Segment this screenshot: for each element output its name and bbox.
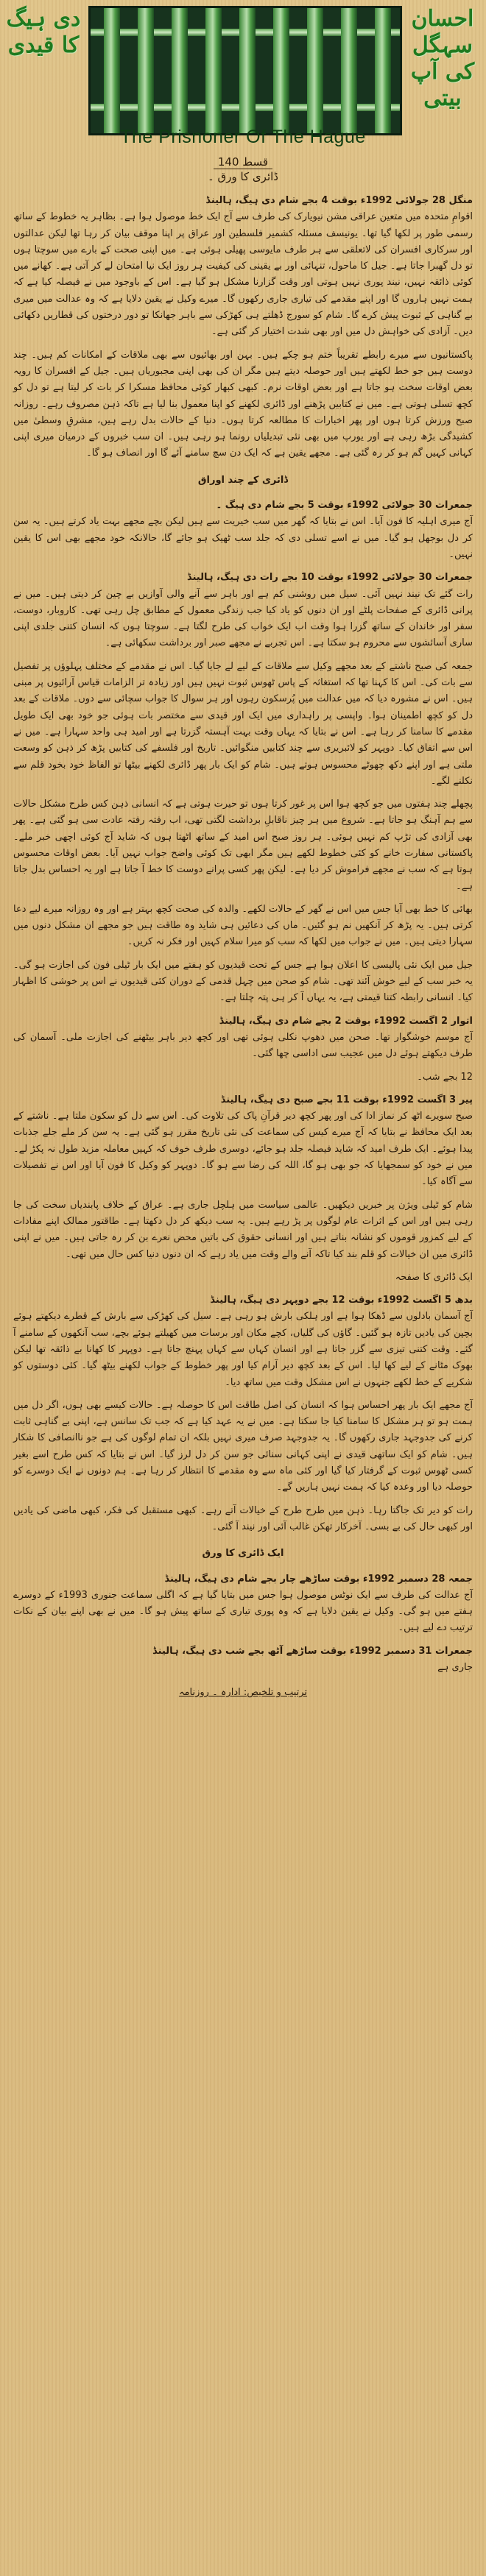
prison-bar: [138, 8, 154, 133]
diary-paragraph: [13, 1398, 473, 1496]
prison-bar: [172, 8, 188, 133]
diary-paragraph: [13, 1270, 473, 1286]
prison-bar: [375, 8, 391, 133]
prison-bar: [104, 8, 120, 133]
diary-text: آج مجھے ایک بار پھر احساس ہوا کہ انسان کی اصل طاقت اس کا حوصلہ ہے۔ حالات کیسے بھی ہوں، اگر دل میں ہمت ہو تو ہر مشکل کا سامنا کیا جا سکتا ہے۔ میں نے یہ عہد کیا ہے کہ جب تک سانس ہے، اپنی بے گناہی ثابت کرنے کی جدوجہد جاری رکھوں گا۔ یہ جدوجہد صرف میری نہیں بلکہ ان تمام لوگوں کی ہے جو ناانصافی کا شکار ہیں۔ شام کو ایک ساتھی قیدی نے اپنی کہانی سنائی جو سن کر دل لرز گیا۔ اس نے بتایا کہ کس طرح اسے بغیر کسی ٹھوس ثبوت کے گرفتار کیا گیا اور کئی ماہ سے وہ مقدمے کا انتظار کر رہا ہے۔ ہم دونوں نے ایک دوسرے کو حوصلہ دیا اور وعدہ کیا کہ ہمت نہیں ہاریں گے۔: [13, 1399, 473, 1493]
diary-text: آج موسم خوشگوار تھا۔ صحن میں دھوپ نکلی ہوئی تھی اور کچھ دیر باہر بیٹھنے کی اجازت ملی۔ آسمان کی طرف دیکھتے ہوئے دل میں عجیب سی اداسی چھا گئی۔: [13, 1031, 473, 1060]
diary-text: جمعہ کی صبح ناشتے کے بعد مجھے وکیل سے ملاقات کے لیے لے جایا گیا۔ اس نے مقدمے کے مختلف پہلوؤں پر تفصیل سے بات کی۔ اس کا کہنا تھا کہ استغاثہ کے پاس ٹھوس ثبوت نہیں ہیں اور زیادہ تر الزامات قیاس آرائیوں پر مبنی ہیں۔ اس نے مشورہ دیا کہ میں عدالت میں پُرسکون رہوں اور ہر سوال کا جواب سچائی سے دوں۔ ملاقات کے بعد دل کو کچھ اطمینان ہوا۔ واپسی پر راہداری میں ایک اور قیدی سے مختصر بات ہوئی جو خود بھی ایک طویل مقدمے کا سامنا کر رہا ہے۔ اس نے بتایا کہ یہاں وقت بہت آہستہ گزرتا ہے اور امید ہی واحد سہارا ہے۔ میں نے اس سے اتفاق کیا۔ دوپہر کو لائبریری سے چند کتابیں منگوائیں۔ تاریخ اور فلسفے کی کتابیں پڑھ کر ذہن کو وسعت ملتی ہے اور اپنے دکھ چھوٹے محسوس ہوتے ہیں۔ شام کو ایک بار پھر ڈائری لکھنے بیٹھا تو الفاظ خود بخود قلم سے نکلنے لگے۔: [13, 660, 473, 787]
prison-bar: [205, 8, 222, 133]
diary-paragraph: [13, 659, 473, 790]
diary-text: آج میری اہلیہ کا فون آیا۔ اس نے بتایا کہ گھر میں سب خیریت سے ہیں لیکن بچے مجھے بہت یاد کرتے ہیں۔ یہ سن کر دل بوجھل ہو گیا۔ میں نے اسے تسلی دی کہ جلد سب ٹھیک ہو جائے گا، حالانکہ خود مجھے بھی اس کا یقین نہیں۔: [13, 516, 473, 560]
diary-text: پاکستانیوں سے میرے رابطے تقریباً ختم ہو چکے ہیں۔ بہن اور بھائیوں سے بھی ملاقات کے امکانات کم ہیں۔ چند دوست ہیں جو خط لکھتے ہیں اور حوصلہ دیتے ہیں مگر ان کی بھی اپنی مجبوریاں ہیں۔ جیل کے افسران کا رویہ بعض اوقات سخت ہو جاتا ہے اور بعض اوقات نرم۔ کبھی کبھار کوئی محافظ مسکرا کر بات کر لیتا ہے تو دل کو کچھ تسلی ہوتی ہے۔ میں نے کتابیں پڑھنے اور ڈائری لکھنے کو اپنا معمول بنا لیا ہے تاکہ ذہن مصروف رہے۔ روزانہ صبح ورزش کرتا ہوں اور پھر اخبارات کا مطالعہ کرتا ہوں۔ دنیا کے حالات بدل رہے ہیں، مشرقِ وسطیٰ میں کشیدگی بڑھ رہی ہے اور یورپ میں بھی نئی تبدیلیاں رونما ہو رہی ہیں۔ ان سب خبروں کے درمیان میری اپنی کہانی کہیں گم ہو کر رہ گئی ہے۔ مجھے یقین ہے کہ ایک دن سچ سامنے آئے گا اور انصاف ہو گا۔: [13, 349, 473, 459]
section-heading: ایک ڈائری کا ورق: [202, 1548, 284, 1560]
prison-bar: [273, 8, 289, 133]
diary-entry-date: اتوار 2 اگست 1992ء بوقت 2 بجے شام دی ہیگ، ہالینڈ: [219, 1015, 473, 1027]
diary-text: جیل میں ایک نئی پالیسی کا اعلان ہوا ہے جس کے تحت قیدیوں کو ہفتے میں ایک بار ٹیلی فون کی اجازت ہو گی۔ یہ خبر سب کے لیے خوش آئند تھی۔ شام کو صحن میں چہل قدمی کے دوران کئی قیدیوں نے اس پر خوشی کا اظہار کیا۔ انسانی رابطہ کتنا قیمتی ہے، یہ یہاں آ کر ہی پتہ چلتا ہے۔: [13, 959, 473, 1004]
english-title: The Prisnoner Of The Hague: [120, 127, 366, 147]
prison-bar: [341, 8, 357, 133]
diary-entry-date: جمعہ 28 دسمبر 1992ء بوقت ساڑھے چار بجے شام دی ہیگ، ہالینڈ: [164, 1573, 473, 1585]
diary-paragraph: [13, 498, 473, 563]
episode-block: [0, 155, 486, 183]
diary-entry-date: جمعرات 30 جولائی 1992ء بوقت 10 بجے رات دی ہیگ، ہالینڈ: [186, 572, 473, 584]
diary-paragraph: [13, 193, 473, 341]
diary-text: اقوامِ متحدہ میں متعین عراقی مشن نیویارک کی طرف سے آج ایک خط موصول ہوا ہے۔ بظاہر یہ خطوط کے ساتھ رسمی طور پر لکھا گیا تھا۔ یونیسف مسئلہ کشمیر فلسطین اور عراق پر اپنا موقف بیان کر رہا تھا لیکن عدالتوں اور سرکاری افسران کی لاتعلقی سے ہر طرف مایوسی پھیلی ہوئی ہے۔ میں اپنی صحت کے بارے میں سوچتا ہوں تو دل گھبرا جاتا ہے۔ جیل کا ماحول، تنہائی اور بے یقینی کی کیفیت ہر روز ایک نیا امتحان لے کر آتی ہے۔ کھانے میں کوئی ذائقہ نہیں، نیند پوری نہیں ہوتی اور وقت گزارنا مشکل ہو گیا ہے۔ اس کے باوجود میں نے فیصلہ کیا ہے کہ ہمت نہیں ہاروں گا اور اپنے مقدمے کی تیاری جاری رکھوں گا۔ میرے وکیل نے یقین دلایا ہے کہ وہ عدالت میں میری بے گناہی کے ثبوت پیش کرے گا۔ شام کو سورج ڈھلتے ہی کھڑکی سے باہر جھانکا تو دور درختوں کی قطاریں دکھائی دیں۔ آزادی کی خواہش دل میں اور بھی شدت اختیار کر گئی ہے۔: [13, 211, 473, 338]
diary-paragraph: [13, 1292, 473, 1391]
diary-text: رات کو دیر تک جاگتا رہا۔ ذہن میں طرح طرح کے خیالات آتے رہے۔ کبھی مستقبل کی فکر، کبھی ماضی کی یادیں اور کبھی حال کی بے بسی۔ آخرکار تھکن غالب آئی اور نیند آ گئی۔: [13, 1504, 473, 1532]
article-body: [13, 193, 473, 1702]
diary-paragraph: [13, 1092, 473, 1191]
diary-entry-date: بدھ 5 اگست 1992ء بوقت 12 بجے دوپہر دی ہیگ، ہالینڈ: [210, 1295, 473, 1306]
diary-paragraph: [13, 570, 473, 651]
diary-entry-date: منگل 28 جولائی 1992ء بوقت 4 بجے شام دی ہیگ، ہالینڈ: [205, 195, 473, 206]
urdu-title-left: دی ہیگ کا قیدی: [6, 6, 81, 58]
diary-paragraph: [13, 347, 473, 462]
episode-subtitle: ڈائری کا ورق ۔: [208, 170, 278, 183]
header-banner: [0, 0, 486, 183]
prison-bar: [239, 8, 256, 133]
diary-text: بھائی کا خط بھی آیا جس میں اس نے گھر کے حالات لکھے۔ والدہ کی صحت کچھ بہتر ہے اور وہ روزانہ میرے لیے دعا کرتی ہیں۔ یہ پڑھ کر آنکھیں نم ہو گئیں۔ ماں کی دعائیں ہی شاید وہ طاقت ہیں جو مجھے ان مشکل دنوں میں سہارا دیتی ہیں۔ میں نے جواب میں لکھا کہ سب کو میرا سلام کہیں اور فکر نہ کریں۔: [13, 903, 473, 948]
diary-text: پچھلے چند ہفتوں میں جو کچھ ہوا اس پر غور کرتا ہوں تو حیرت ہوتی ہے کہ انسانی ذہن کس طرح مشکل حالات سے ہم آہنگ ہو جاتا ہے۔ شروع میں ہر چیز ناقابلِ برداشت لگتی تھی، اب رفتہ رفتہ عادت سی ہو گئی ہے۔ پھر بھی آزادی کی تڑپ کم نہیں ہوئی۔ ہر روز صبح اس امید کے ساتھ اٹھتا ہوں کہ شاید آج کوئی اچھی خبر ملے۔ پاکستانی سفارت خانے کو کئی خطوط لکھے ہیں مگر ابھی تک کوئی واضح جواب نہیں آیا۔ بعض اوقات محسوس ہوتا ہے کہ سب نے مجھے فراموش کر دیا ہے۔ لیکن پھر کسی پرانے دوست کا خط آ جاتا ہے اور یہ احساس بدل جاتا ہے۔: [13, 799, 473, 892]
diary-entry-date: جمعرات 31 دسمبر 1992ء بوقت ساڑھے آٹھ بجے شب دی ہیگ، ہالینڈ: [152, 1645, 473, 1657]
diary-paragraph: [13, 796, 473, 895]
diary-text: جاری ہے: [437, 1662, 473, 1674]
diary-paragraph: [13, 1069, 473, 1086]
diary-paragraph: [13, 902, 473, 951]
diary-paragraph: [13, 1571, 473, 1637]
diary-paragraph: [13, 958, 473, 1007]
diary-paragraph: [13, 1503, 473, 1536]
diary-paragraph: [13, 1013, 473, 1063]
diary-text: آج عدالت کی طرف سے ایک نوٹس موصول ہوا جس میں بتایا گیا ہے کہ اگلی سماعت جنوری 1993ء کے دوسرے ہفتے میں ہو گی۔ وکیل نے یقین دلایا ہے کہ وہ پوری تیاری کے ساتھ پیش ہو گا۔ میں نے بھی اپنے بیان کے نکات ترتیب دے لیے ہیں۔: [13, 1589, 473, 1634]
section-heading: ڈائری کے چند اوراق: [197, 474, 289, 486]
article-credit: ترتیب و تلخیص: ادارہ ۔ روزنامہ: [178, 1687, 308, 1699]
diary-paragraph: [13, 1197, 473, 1263]
prison-bars-image: [88, 6, 402, 135]
prison-bar: [307, 8, 323, 133]
diary-text: ایک ڈائری کا صفحہ: [395, 1271, 473, 1283]
diary-entry-date: پیر 3 اگست 1992ء بوقت 11 بجے صبح دی ہیگ، ہالینڈ: [220, 1094, 473, 1105]
diary-text: صبح سویرے اٹھ کر نماز ادا کی اور پھر کچھ دیر قرآنِ پاک کی تلاوت کی۔ اس سے دل کو سکون ملتا ہے۔ ناشتے کے بعد ایک محافظ نے بتایا کہ آج میرے کیس کی سماعت کی نئی تاریخ مقرر ہو گئی ہے۔ یہ سن کر ملے جلے جذبات پیدا ہوئے۔ ایک طرف امید کہ شاید فیصلہ جلد ہو جائے، دوسری طرف خوف کہ کہیں معاملہ مزید طول نہ پکڑ لے۔ میں نے خود کو سمجھایا کہ جو بھی ہو گا، اللہ کی رضا سے ہو گا۔ دوپہر کو وکیل کا فون آیا اور اس نے تفصیلات سے آگاہ کیا۔: [13, 1111, 473, 1188]
diary-text: رات گئے تک نیند نہیں آئی۔ سیل میں روشنی کم ہے اور باہر سے آنے والی آوازیں بے چین کر دیتی ہیں۔ میں نے پرانی ڈائری کے صفحات پلٹے اور ان دنوں کو یاد کیا جب زندگی معمول کے مطابق چل رہی تھی۔ کاروبار، دوست، سفر اور خاندان کے ساتھ گزرا ہوا وقت اب ایک خواب کی طرح لگتا ہے۔ سوچتا ہوں کہ انسان کتنی جلدی اپنی ساری آسائشوں سے محروم ہو سکتا ہے۔ اس تجربے نے مجھے صبر اور برداشت سکھائی ہے۔: [13, 588, 473, 649]
episode-number: قسط 140: [214, 155, 272, 169]
diary-paragraph: [13, 1643, 473, 1677]
diary-text: 12 بجے شب۔: [417, 1071, 473, 1083]
diary-text: آج آسمان بادلوں سے ڈھکا ہوا ہے اور ہلکی بارش ہو رہی ہے۔ سیل کی کھڑکی سے بارش کے قطرے دیکھتے ہوئے بچپن کی یادیں تازہ ہو گئیں۔ گاؤں کی گلیاں، کچے مکان اور برسات میں کھیلتے ہوئے بچے، سب آنکھوں کے سامنے آ گئے۔ وقت کتنی تیزی سے گزر جاتا ہے اور انسان کہاں سے کہاں پہنچ جاتا ہے۔ دوپہر کا کھانا بے ذائقہ تھا لیکن بھوک مٹانے کے لیے کھا لیا۔ اس کے بعد کچھ دیر آرام کیا اور پھر خطوط کے جواب لکھنے بیٹھ گیا۔ کئی دوستوں کو شکریے کے خط لکھے جنہوں نے اس مشکل وقت میں ساتھ دیا۔: [13, 1311, 473, 1388]
urdu-title-right: احسان سہگل کی آپ بیتی: [410, 6, 475, 111]
diary-text: شام کو ٹیلی ویژن پر خبریں دیکھیں۔ عالمی سیاست میں ہلچل جاری ہے۔ عراق کے خلاف پابندیاں سخت کی جا رہی ہیں اور اس کے اثرات عام لوگوں پر پڑ رہے ہیں۔ یہ سب دیکھ کر دل دکھتا ہے۔ طاقتور ممالک اپنے مفادات کے لیے کمزور قوموں کو نشانہ بناتے ہیں اور انسانی حقوق کی باتیں محض نعرے بن کر رہ جاتی ہیں۔ میں نے اپنی ڈائری میں ان خیالات کو قلم بند کیا تاکہ آنے والے وقت میں یاد رہے کہ ان دنوں دنیا کس حال میں تھی۔: [13, 1199, 473, 1260]
diary-entry-date: جمعرات 30 جولائی 1992ء بوقت 5 بجے شام دی ہیگ ۔: [216, 500, 473, 512]
